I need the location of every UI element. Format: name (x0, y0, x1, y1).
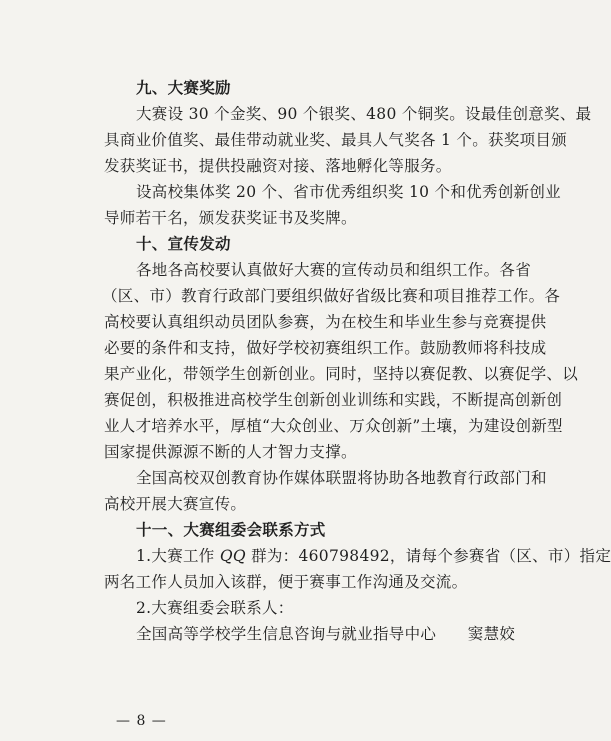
section-10-line-3: 高校要认真组织动员团队参赛，为在校生和毕业生参与竞赛提供 (104, 313, 547, 331)
section-9-heading: 九、大赛奖励 (136, 79, 231, 97)
section-10-line-5: 果产业化，带领学生创新创业。同时，坚持以赛促教、以赛促学、以 (104, 365, 579, 383)
section-10-line-10: 高校开展大赛宣传。 (104, 495, 247, 513)
section-10-line-6: 赛促创，积极推进高校学生创新创业训练和实践，不断提高创新创 (104, 391, 563, 409)
section-10-line-1: 各地各高校要认真做好大赛的宣传动员和组织工作。各省 (136, 261, 532, 279)
section-10-line-4: 必要的条件和支持，做好学校初赛组织工作。鼓励教师将科技成 (104, 339, 547, 357)
section-9-line-3: 发获奖证书，提供投融资对接、落地孵化等服务。 (104, 157, 452, 175)
section-11-item-2: 2.大赛组委会联系人： (136, 599, 294, 617)
section-10-line-9: 全国高校双创教育协作媒体联盟将协助各地教育行政部门和 (136, 469, 547, 487)
item-1-suffix: 群为：460798492，请每个参赛省（区、市）指定 (245, 547, 611, 565)
item-1-prefix: 1.大赛工作 (136, 547, 220, 565)
section-10-heading: 十、宣传发动 (136, 235, 231, 253)
qq-label: QQ (219, 547, 246, 565)
page-number: — 8 — (116, 713, 167, 729)
section-10-line-8: 国家提供源源不断的人才智力支撑。 (104, 443, 357, 461)
section-9-line-4: 设高校集体奖 20 个、省市优秀组织奖 10 个和优秀创新创业 (136, 183, 561, 201)
section-9-line-5: 导师若干名，颁发获奖证书及奖牌。 (104, 209, 357, 227)
section-11-item-1-line-1 (136, 546, 611, 566)
section-10-line-7: 业人才培养水平，厚植“大众创业、万众创新”土壤，为建设创新型 (104, 417, 563, 435)
section-11-contact: 全国高等学校学生信息咨询与就业指导中心 窦慧姣 (136, 625, 516, 643)
section-9-line-1: 大赛设 30 个金奖、90 个银奖、480 个铜奖。设最佳创意奖、最 (136, 105, 592, 123)
section-11-heading: 十一、大赛组委会联系方式 (136, 521, 326, 539)
section-11-item-1-line-2: 两名工作人员加入该群，便于赛事工作沟通及交流。 (104, 573, 468, 591)
section-10-line-2: （区、市）教育行政部门要组织做好省级比赛和项目推荐工作。各 (102, 287, 561, 305)
section-9-line-2: 具商业价值奖、最佳带动就业奖、最具人气奖各 1 个。获奖项目颁 (104, 131, 568, 149)
